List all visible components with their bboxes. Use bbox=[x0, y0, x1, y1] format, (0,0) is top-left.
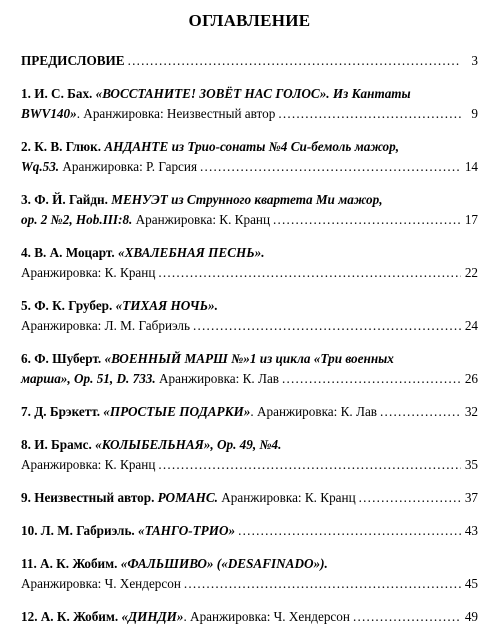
toc-page-number: 22 bbox=[464, 265, 478, 280]
toc-page-number: 24 bbox=[464, 318, 478, 333]
dot-leader bbox=[193, 316, 461, 336]
entry-spacer bbox=[21, 508, 478, 521]
toc-page-number: 43 bbox=[464, 523, 478, 538]
toc-entry-line bbox=[21, 369, 478, 389]
entry-spacer bbox=[21, 541, 478, 554]
entry-text-run: 7. Д. Брэкетт. bbox=[21, 404, 104, 419]
toc-page-number: 45 bbox=[464, 576, 478, 591]
toc-entry-title bbox=[21, 51, 125, 71]
toc-entry-title bbox=[21, 210, 270, 230]
toc-page-number: 17 bbox=[464, 212, 478, 227]
entry-text-run: Аранжировка: Ч. Хендерсон bbox=[21, 576, 181, 591]
entry-text-run: Wq.53. bbox=[21, 159, 60, 174]
entry-text-run: Аранжировка: Р. Гарсия bbox=[59, 159, 198, 174]
dot-leader bbox=[353, 607, 461, 627]
toc-entry[interactable] bbox=[21, 296, 478, 336]
entry-text-run: «ХВАЛЕБНАЯ ПЕСНЬ». bbox=[118, 245, 265, 260]
entry-text-run: «ФАЛЬШИВО» («DESAFINADO»). bbox=[120, 556, 328, 571]
entry-text-run: . Аранжировка: Неизвестный автор bbox=[76, 106, 276, 121]
dot-leader bbox=[128, 51, 461, 71]
entry-text-run: Аранжировка: К. Кранц bbox=[21, 265, 156, 280]
dot-leader bbox=[359, 488, 461, 508]
entry-spacer bbox=[21, 230, 478, 243]
entry-spacer bbox=[21, 177, 478, 190]
entry-text-run: «ТИХАЯ НОЧЬ». bbox=[115, 298, 218, 313]
toc-entry-title bbox=[21, 455, 155, 475]
toc-page-number: 35 bbox=[464, 457, 478, 472]
entry-text-run: 8. И. Брамс. bbox=[21, 437, 96, 452]
toc-entry-line bbox=[21, 607, 478, 627]
toc-entry[interactable] bbox=[21, 243, 478, 283]
toc-page-number: 3 bbox=[471, 53, 478, 68]
entry-text-run: «ВОЕННЫЙ МАРШ №»1 из цикла «Три военных bbox=[104, 351, 394, 366]
entry-text-run: «ТАНГО-ТРИО» bbox=[138, 523, 236, 538]
toc-entry-line bbox=[21, 157, 478, 177]
entry-text-run: «ВОССТАНИТЕ! ЗОВЁТ НАС ГОЛОС». Из Кантаты bbox=[95, 86, 411, 101]
toc-entry-title bbox=[21, 157, 197, 177]
toc-entry-line bbox=[21, 402, 478, 422]
toc-entry-title bbox=[21, 369, 279, 389]
toc-entry-line bbox=[21, 84, 478, 104]
entry-spacer bbox=[21, 336, 478, 349]
toc-entry-title bbox=[21, 104, 275, 124]
page-title: ОГЛАВЛЕНИЕ bbox=[188, 11, 311, 30]
toc-page-number: 26 bbox=[464, 371, 478, 386]
dot-leader bbox=[380, 402, 461, 422]
toc-entry[interactable] bbox=[21, 607, 478, 627]
toc-entry-line bbox=[21, 554, 478, 574]
entry-text-run: ПРЕДИСЛОВИЕ bbox=[21, 53, 125, 68]
toc-entry[interactable] bbox=[21, 84, 478, 124]
dot-leader bbox=[273, 210, 461, 230]
toc-entry-title bbox=[21, 521, 235, 541]
entry-text-run: Аранжировка: К. Кранц bbox=[21, 457, 156, 472]
toc-page-number: 14 bbox=[464, 159, 478, 174]
toc-entry-line bbox=[21, 210, 478, 230]
entry-text-run: 3. Ф. Й. Гайдн. bbox=[21, 192, 112, 207]
toc-page-number: 37 bbox=[464, 490, 478, 505]
entry-spacer bbox=[21, 71, 478, 84]
toc-entry-line bbox=[21, 296, 478, 316]
entry-text-run: «КОЛЫБЕЛЬНАЯ», Op. 49, №4. bbox=[95, 437, 282, 452]
entry-text-run: . Аранжировка: Ч. Хендерсон bbox=[183, 609, 350, 624]
entry-text-run: 9. Неизвестный автор. bbox=[21, 490, 158, 505]
toc-entry[interactable] bbox=[21, 137, 478, 177]
toc-entry-line bbox=[21, 243, 478, 263]
entry-text-run: 11. А. К. Жобим. bbox=[21, 556, 121, 571]
toc-entry-title bbox=[21, 402, 377, 422]
entry-spacer bbox=[21, 283, 478, 296]
dot-leader bbox=[278, 104, 461, 124]
dot-leader bbox=[238, 521, 461, 541]
entry-text-run: АНДАНТЕ из Трио-сонаты №4 Си-бемоль мажор, bbox=[104, 139, 400, 154]
toc-entry-line bbox=[21, 455, 478, 475]
entry-spacer bbox=[21, 475, 478, 488]
toc-entry-line bbox=[21, 51, 478, 71]
dot-leader bbox=[282, 369, 461, 389]
toc-entry-line bbox=[21, 104, 478, 124]
toc-entry[interactable] bbox=[21, 488, 478, 508]
dot-leader bbox=[200, 157, 461, 177]
toc-entry[interactable] bbox=[21, 190, 478, 230]
entry-text-run: «ПРОСТЫЕ ПОДАРКИ» bbox=[103, 404, 251, 419]
toc-entry-line bbox=[21, 435, 478, 455]
dot-leader bbox=[158, 455, 461, 475]
entry-text-run: Аранжировка: К. Кранц bbox=[217, 490, 356, 505]
toc-entry[interactable] bbox=[21, 554, 478, 594]
entry-text-run: РОМАНС. bbox=[157, 490, 218, 505]
entry-spacer bbox=[21, 124, 478, 137]
toc-entry[interactable] bbox=[21, 402, 478, 422]
toc-entry-line bbox=[21, 190, 478, 210]
toc-entry[interactable] bbox=[21, 51, 478, 71]
entry-text-run: ор. 2 №2, Hob.III:8. bbox=[21, 212, 133, 227]
entry-text-run: 5. Ф. К. Грубер. bbox=[21, 298, 116, 313]
toc-entry-title bbox=[21, 488, 356, 508]
toc-entry-title bbox=[21, 263, 155, 283]
entry-text-run: 6. Ф. Шуберт. bbox=[21, 351, 105, 366]
dot-leader bbox=[158, 263, 461, 283]
toc-entry-line bbox=[21, 137, 478, 157]
toc-entry-line bbox=[21, 349, 478, 369]
entry-spacer bbox=[21, 422, 478, 435]
entry-text-run: Аранжировка: Л. М. Габриэль bbox=[21, 318, 191, 333]
toc-entry-title bbox=[21, 316, 190, 336]
entry-text-run: 10. Л. М. Габриэль. bbox=[21, 523, 139, 538]
entry-text-run: 12. А. К. Жобим. bbox=[21, 609, 122, 624]
toc-page-number: 32 bbox=[464, 404, 478, 419]
entry-text-run: Аранжировка: К. Лав bbox=[155, 371, 280, 386]
entry-text-run: «ДИНДИ» bbox=[121, 609, 184, 624]
toc-entry-title bbox=[21, 574, 181, 594]
dot-leader bbox=[184, 574, 461, 594]
toc-entry[interactable] bbox=[21, 435, 478, 475]
toc-entry-line bbox=[21, 488, 478, 508]
toc-entry[interactable] bbox=[21, 521, 478, 541]
entry-text-run: марша», Op. 51, D. 733. bbox=[21, 371, 156, 386]
toc-entry-title bbox=[21, 607, 350, 627]
entry-text-run: . Аранжировка: К. Лав bbox=[250, 404, 378, 419]
entry-text-run: 1. И. С. Бах. bbox=[21, 86, 96, 101]
entry-spacer bbox=[21, 389, 478, 402]
entry-text-run: Аранжировка: К. Кранц bbox=[132, 212, 271, 227]
toc-page-number: 49 bbox=[464, 609, 478, 624]
entry-text-run: BWV140» bbox=[21, 106, 77, 121]
entry-spacer bbox=[21, 594, 478, 607]
toc-entry[interactable] bbox=[21, 349, 478, 389]
toc-list bbox=[21, 51, 478, 627]
toc-page-number: 9 bbox=[471, 106, 478, 121]
toc-entry-line bbox=[21, 521, 478, 541]
toc-entry-line bbox=[21, 316, 478, 336]
toc-entry-line bbox=[21, 574, 478, 594]
toc-entry-line bbox=[21, 263, 478, 283]
entry-text-run: МЕНУЭТ из Струнного квартета Ми мажор, bbox=[111, 192, 383, 207]
entry-text-run: 2. К. В. Глюк. bbox=[21, 139, 105, 154]
entry-text-run: 4. В. А. Моцарт. bbox=[21, 245, 118, 260]
